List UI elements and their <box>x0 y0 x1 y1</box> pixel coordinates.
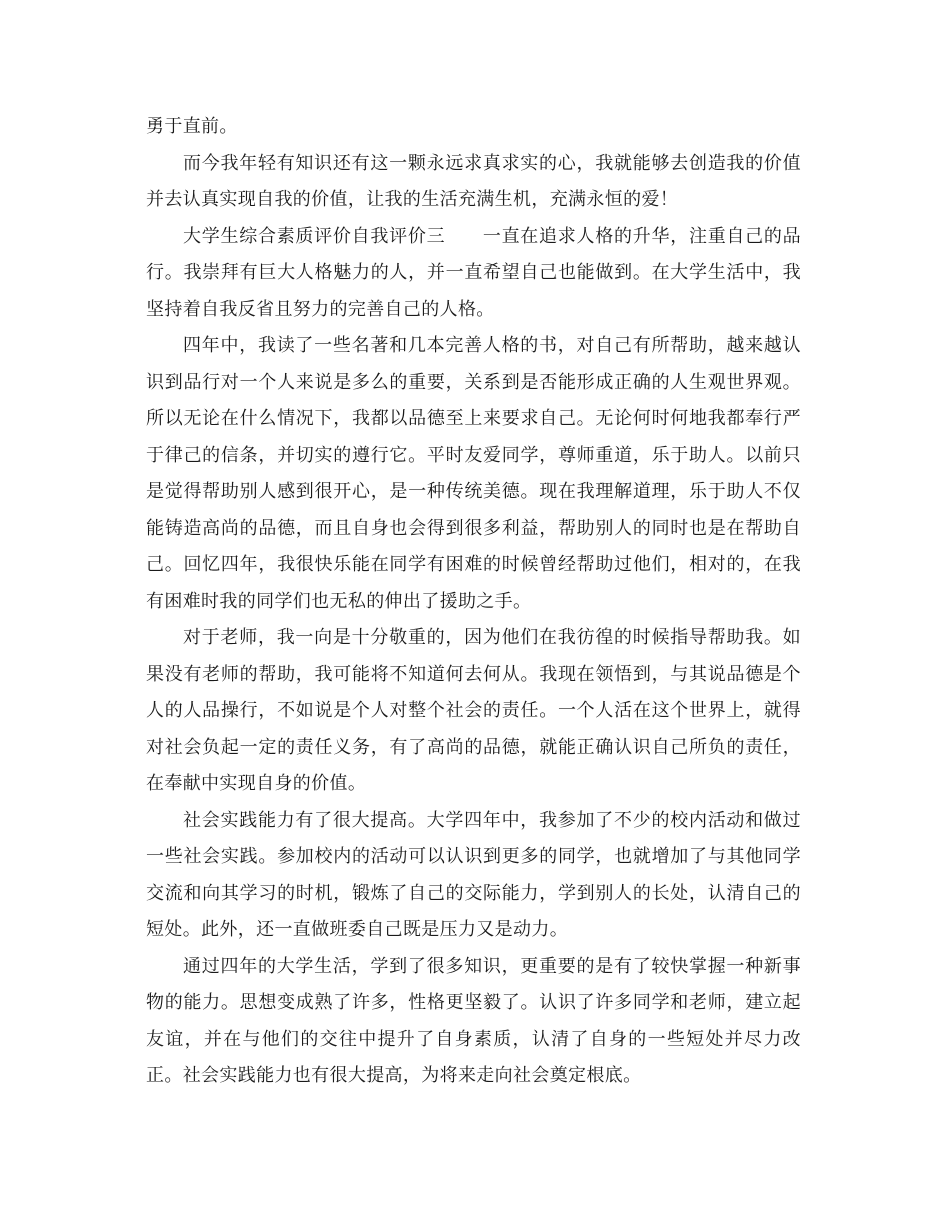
paragraph-respect-teachers: 对于老师，我一向是十分敬重的，因为他们在我彷徨的时候指导帮助我。如果没有老师的帮助，我可能将不知道何去何从。我现在领悟到，与其说品德是个人的人品操行，不如说是个人对整个社会的责任。一个人活在这个世界上，就得对社会负起一定的责任义务，有了高尚的品德，就能正确认识自己所负的责任，在奉献中实现自身的价值。 <box>146 627 801 794</box>
paragraph-summary: 通过四年的大学生活，学到了很多知识，更重要的是有了较快掌握一种新事物的能力。思想变成熟了许多，性格更坚毅了。认识了许多同学和老师，建立起友谊，并在与他们的交往中提升了自身素质，认清了自身的一些短处并尽力改正。社会实践能力也有很大提高，为将来走向社会奠定根底。 <box>146 955 801 1086</box>
document-body <box>146 109 801 1095</box>
paragraph-value-statement: 而今我年轻有知识还有这一颗永远求真求实的心，我就能够去创造我的价值并去认真实现自我的价值，让我的生活充满生机，充满永恒的爱！ <box>146 152 801 210</box>
paragraph-continuation: 勇于直前。 <box>146 116 238 137</box>
paragraph-evaluation-three: 大学生综合素质评价自我评价三 一直在追求人格的升华，注重自己的品行。我崇拜有巨大人格魅力的人，并一直希望自己也能做到。在大学生活中，我坚持着自我反省且努力的完善自己的人格。 <box>146 225 801 320</box>
paragraph-character-building: 四年中，我读了一些名著和几本完善人格的书，对自己有所帮助，越来越认识到品行对一个人来说是多么的重要，关系到是否能形成正确的人生观世界观。所以无论在什么情况下，我都以品德至上来要求自己。无论何时何地我都奉行严于律己的信条，并切实的遵行它。平时友爱同学，尊师重道，乐于助人。以前只是觉得帮助别人感到很开心，是一种传统美德。现在我理解道理，乐于助人不仅能铸造高尚的品德，而且自身也会得到很多利益，帮助别人的同时也是在帮助自己。回忆四年，我很快乐能在同学有困难的时候曾经帮助过他们，相对的，在我有困难时我的同学们也无私的伸出了援助之手。 <box>146 335 801 612</box>
paragraph-social-practice: 社会实践能力有了很大提高。大学四年中，我参加了不少的校内活动和做过一些社会实践。参加校内的活动可以认识到更多的同学，也就增加了与其他同学交流和向其学习的时机，锻炼了自己的交际能力，学到别人的长处，认清自己的短处。此外，还一直做班委自己既是压力又是动力。 <box>146 809 801 940</box>
